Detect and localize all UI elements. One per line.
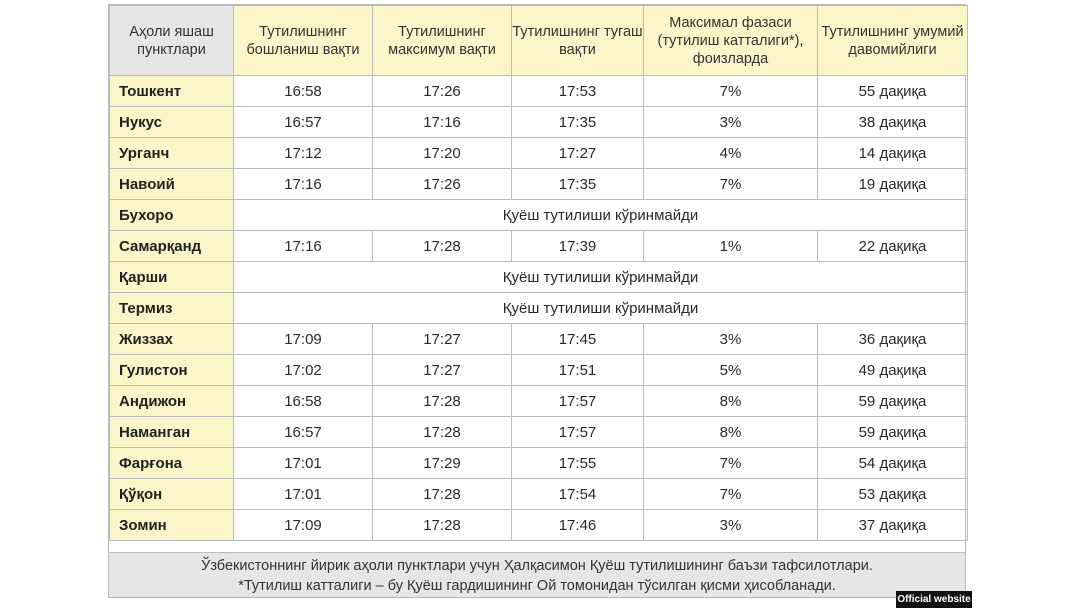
duration-cell: 53 дақиқа — [818, 479, 968, 510]
max-phase-cell: 1% — [644, 231, 818, 262]
duration-cell: 38 дақиқа — [818, 107, 968, 138]
max-time-cell: 17:27 — [373, 324, 512, 355]
footnote-line-2: *Тутилиш катталиги – бу Қуёш гардишининг Ой томонидан тўсилган қисми ҳисобланади. — [238, 578, 836, 594]
table-header-row — [110, 6, 968, 76]
end-time-cell: 17:55 — [512, 448, 644, 479]
end-time-cell: 17:54 — [512, 479, 644, 510]
end-time-cell: 17:57 — [512, 386, 644, 417]
city-name-cell: Қарши — [110, 262, 234, 293]
table-row — [110, 138, 968, 169]
end-time-cell: 17:51 — [512, 355, 644, 386]
city-name-cell: Нукус — [110, 107, 234, 138]
city-name-cell: Самарқанд — [110, 231, 234, 262]
start-time-cell: 17:12 — [234, 138, 373, 169]
start-time-cell: 17:01 — [234, 479, 373, 510]
duration-cell: 14 дақиқа — [818, 138, 968, 169]
max-phase-cell: 8% — [644, 386, 818, 417]
max-phase-cell: 7% — [644, 479, 818, 510]
max-time-cell: 17:26 — [373, 76, 512, 107]
table-row — [110, 200, 968, 231]
table-row — [110, 231, 968, 262]
max-time-cell: 17:29 — [373, 448, 512, 479]
start-time-cell: 16:58 — [234, 386, 373, 417]
header-duration: Тутилишнинг умумий давомийлиги — [818, 6, 968, 76]
max-time-cell: 17:27 — [373, 355, 512, 386]
eclipse-table-card — [108, 4, 966, 598]
city-name-cell: Термиз — [110, 293, 234, 324]
city-name-cell: Гулистон — [110, 355, 234, 386]
eclipse-not-visible-cell: Қуёш тутилиши кўринмайди — [234, 262, 968, 293]
max-phase-cell: 7% — [644, 169, 818, 200]
header-max-phase: Максимал фазаси (тутилиш катталиги*), фоизларда — [644, 6, 818, 76]
city-name-cell: Навоий — [110, 169, 234, 200]
end-time-cell: 17:35 — [512, 169, 644, 200]
header-max-time: Тутилишнинг максимум вақти — [373, 6, 512, 76]
header-start-time: Тутилишнинг бошланиш вақти — [234, 6, 373, 76]
max-phase-cell: 8% — [644, 417, 818, 448]
max-time-cell: 17:26 — [373, 169, 512, 200]
max-phase-cell: 3% — [644, 510, 818, 541]
header-settlements: Аҳоли яшаш пунктлари — [110, 6, 234, 76]
start-time-cell: 17:16 — [234, 231, 373, 262]
duration-cell: 22 дақиқа — [818, 231, 968, 262]
table-row — [110, 448, 968, 479]
duration-cell: 59 дақиқа — [818, 386, 968, 417]
duration-cell: 59 дақиқа — [818, 417, 968, 448]
table-row — [110, 386, 968, 417]
duration-cell: 55 дақиқа — [818, 76, 968, 107]
header-end-time: Тутилишнинг тугаш вақти — [512, 6, 644, 76]
city-name-cell: Наманган — [110, 417, 234, 448]
max-phase-cell: 4% — [644, 138, 818, 169]
start-time-cell: 16:57 — [234, 417, 373, 448]
duration-cell: 36 дақиқа — [818, 324, 968, 355]
table-row — [110, 293, 968, 324]
table-row — [110, 107, 968, 138]
city-name-cell: Зомин — [110, 510, 234, 541]
city-name-cell: Андижон — [110, 386, 234, 417]
end-time-cell: 17:45 — [512, 324, 644, 355]
max-time-cell: 17:16 — [373, 107, 512, 138]
start-time-cell: 17:09 — [234, 324, 373, 355]
table-row — [110, 169, 968, 200]
max-phase-cell: 3% — [644, 324, 818, 355]
city-name-cell: Тошкент — [110, 76, 234, 107]
duration-cell: 19 дақиқа — [818, 169, 968, 200]
table-row — [110, 262, 968, 293]
table-row — [110, 76, 968, 107]
city-name-cell: Фарғона — [110, 448, 234, 479]
max-phase-cell: 5% — [644, 355, 818, 386]
table-row — [110, 510, 968, 541]
start-time-cell: 17:01 — [234, 448, 373, 479]
end-time-cell: 17:53 — [512, 76, 644, 107]
max-time-cell: 17:28 — [373, 417, 512, 448]
duration-cell: 54 дақиқа — [818, 448, 968, 479]
end-time-cell: 17:46 — [512, 510, 644, 541]
table-row — [110, 355, 968, 386]
city-name-cell: Қўқон — [110, 479, 234, 510]
end-time-cell: 17:39 — [512, 231, 644, 262]
city-name-cell: Жиззах — [110, 324, 234, 355]
max-time-cell: 17:28 — [373, 479, 512, 510]
max-time-cell: 17:20 — [373, 138, 512, 169]
eclipse-times-table — [109, 5, 968, 541]
max-phase-cell: 7% — [644, 448, 818, 479]
start-time-cell: 16:58 — [234, 76, 373, 107]
city-name-cell: Бухоро — [110, 200, 234, 231]
table-row — [110, 324, 968, 355]
end-time-cell: 17:57 — [512, 417, 644, 448]
official-website-badge: Official website — [896, 591, 972, 608]
max-phase-cell: 3% — [644, 107, 818, 138]
city-name-cell: Урганч — [110, 138, 234, 169]
max-time-cell: 17:28 — [373, 386, 512, 417]
duration-cell: 49 дақиқа — [818, 355, 968, 386]
duration-cell: 37 дақиқа — [818, 510, 968, 541]
start-time-cell: 16:57 — [234, 107, 373, 138]
table-row — [110, 479, 968, 510]
table-row — [110, 417, 968, 448]
start-time-cell: 17:02 — [234, 355, 373, 386]
max-time-cell: 17:28 — [373, 231, 512, 262]
footnote-line-1: Ўзбекистоннинг йирик аҳоли пунктлари учун Ҳалқасимон Қуёш тутилишининг баъзи тафсилотлари. — [201, 558, 873, 574]
start-time-cell: 17:09 — [234, 510, 373, 541]
end-time-cell: 17:27 — [512, 138, 644, 169]
max-phase-cell: 7% — [644, 76, 818, 107]
max-time-cell: 17:28 — [373, 510, 512, 541]
table-footnote — [109, 552, 965, 597]
start-time-cell: 17:16 — [234, 169, 373, 200]
end-time-cell: 17:35 — [512, 107, 644, 138]
eclipse-not-visible-cell: Қуёш тутилиши кўринмайди — [234, 200, 968, 231]
eclipse-not-visible-cell: Қуёш тутилиши кўринмайди — [234, 293, 968, 324]
